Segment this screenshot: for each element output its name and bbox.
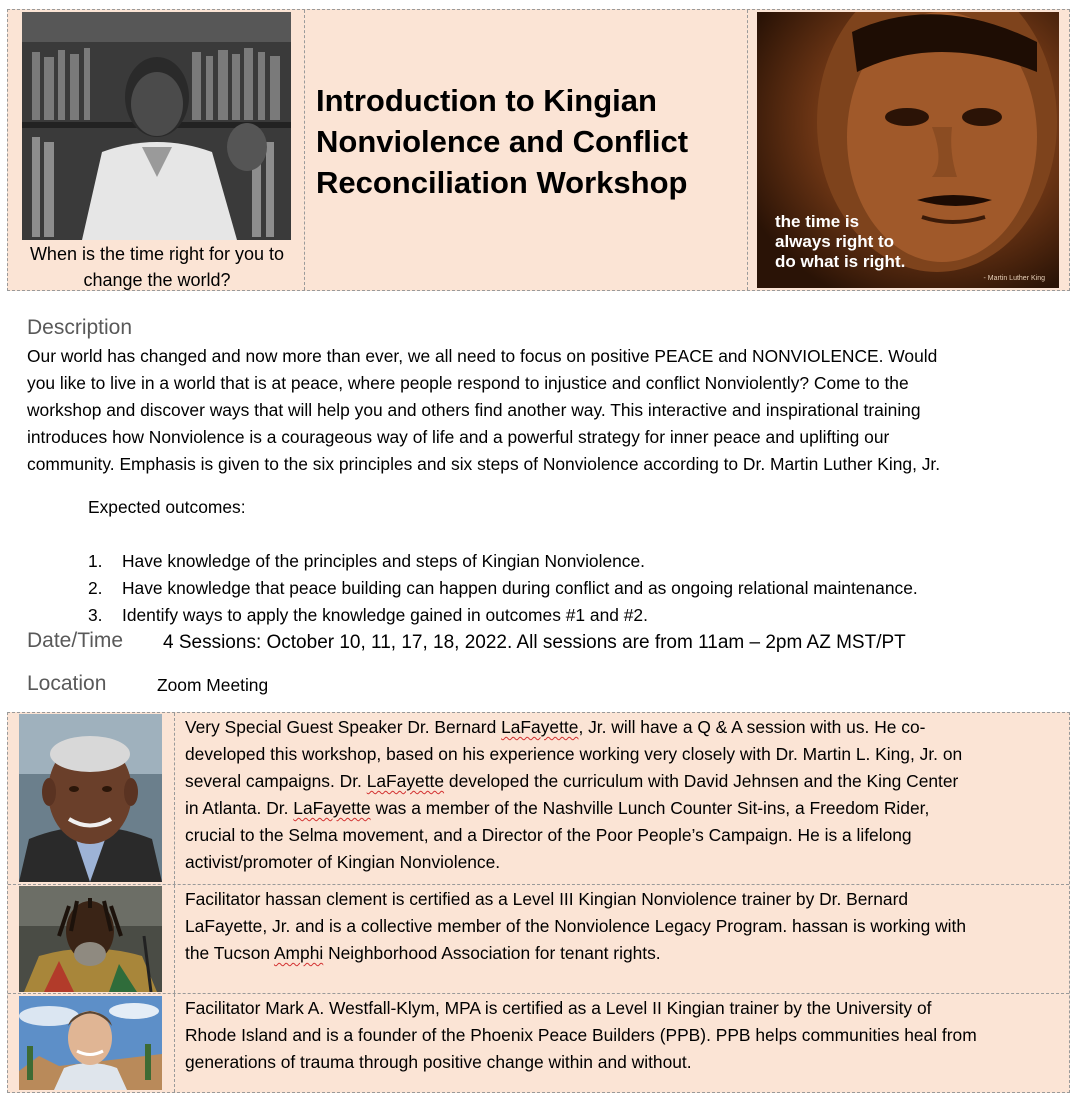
description-line: community. Emphasis is given to the six principles and six steps of Nonviolence according to Dr. Martin Luther King, Jr. bbox=[27, 454, 941, 474]
lafayette-photo bbox=[19, 714, 162, 882]
outcomes-list bbox=[88, 548, 918, 629]
king-quote-poster bbox=[757, 12, 1059, 288]
description-line: you like to live in a world that is at peace, where people respond to injustice and conflict Nonviolently? Come to the bbox=[27, 373, 909, 393]
mark-photo bbox=[19, 996, 162, 1090]
quote-line: do what is right. bbox=[775, 252, 906, 271]
bio-line: Facilitator Mark A. Westfall-Klym, MPA is certified as a Level II Kingian trainer by the University of bbox=[185, 998, 932, 1018]
bio-text-mark bbox=[185, 995, 1061, 1076]
workshop-title bbox=[316, 80, 756, 203]
description-line: Our world has changed and now more than ever, we all need to focus on positive PEACE and NONVIOLENCE. Would bbox=[27, 346, 938, 366]
bio-line: developed this workshop, based on his experience working very closely with Dr. Martin L. King, Jr. on bbox=[185, 744, 963, 764]
description-heading: Description bbox=[27, 316, 133, 339]
bio-line: several campaigns. Dr. LaFayette developed the curriculum with David Jehnsen and the King Center bbox=[185, 771, 959, 791]
young-king-photo bbox=[22, 12, 291, 240]
bio-line: LaFayette, Jr. and is a collective member of the Nonviolence Legacy Program. hassan is working with bbox=[185, 916, 967, 936]
bio-line: Very Special Guest Speaker Dr. Bernard LaFayette, Jr. will have a Q & A session with us. He co- bbox=[185, 717, 926, 737]
bio-line: the Tucson Amphi Neighborhood Association for tenant rights. bbox=[185, 943, 661, 963]
bio-divider bbox=[174, 885, 175, 993]
title-line: Introduction to Kingian bbox=[316, 83, 657, 118]
datetime-label: Date/Time bbox=[27, 629, 124, 652]
bio-row-mark bbox=[8, 994, 1069, 1092]
bio-line: Facilitator hassan clement is certified as a Level III Kingian Nonviolence trainer by Dr. Bernard bbox=[185, 889, 909, 909]
header-table bbox=[7, 9, 1070, 291]
facilitators-table bbox=[7, 712, 1070, 1093]
location-label: Location bbox=[27, 672, 107, 695]
bio-divider bbox=[174, 713, 175, 884]
location-value: Zoom Meeting bbox=[157, 675, 269, 695]
header-left-cell bbox=[8, 10, 305, 290]
title-line: Nonviolence and Conflict bbox=[316, 124, 689, 159]
bio-line: generations of trauma through positive change within and without. bbox=[185, 1052, 692, 1072]
bio-divider bbox=[174, 994, 175, 1092]
bio-row-lafayette bbox=[8, 713, 1069, 885]
bio-line: in Atlanta. Dr. LaFayette was a member of the Nashville Lunch Counter Sit-ins, a Freedom Rider, bbox=[185, 798, 930, 818]
description-line: introduces how Nonviolence is a courageous way of life and a powerful strategy for inner peace and uplifting our bbox=[27, 427, 890, 447]
quote-line: the time is bbox=[775, 212, 860, 231]
header-caption: When is the time right for you to change the world? bbox=[29, 244, 285, 290]
outcomes-heading: Expected outcomes: bbox=[88, 497, 246, 517]
header-title-cell bbox=[305, 10, 748, 290]
outcome-item: 2. Have knowledge that peace building can happen during conflict and as ongoing relational maintenance. bbox=[88, 578, 918, 598]
bio-line: Rhode Island and is a founder of the Phoenix Peace Builders (PPB). PPB helps communities heal from bbox=[185, 1025, 977, 1045]
outcome-item: 3. Identify ways to apply the knowledge gained in outcomes #1 and #2. bbox=[88, 605, 648, 625]
hassan-photo bbox=[19, 886, 162, 992]
quote-attribution: - Martin Luther King bbox=[983, 275, 1045, 282]
quote-line: always right to bbox=[775, 232, 895, 251]
title-line: Reconciliation Workshop bbox=[316, 165, 688, 200]
outcome-item: 1. Have knowledge of the principles and steps of Kingian Nonviolence. bbox=[88, 551, 646, 571]
description-body bbox=[27, 343, 940, 478]
bio-line: crucial to the Selma movement, and a Director of the Poor People’s Campaign. He is a lifelong bbox=[185, 825, 912, 845]
datetime-value: 4 Sessions: October 10, 11, 17, 18, 2022. All sessions are from 11am – 2pm AZ MST/PT bbox=[163, 632, 906, 653]
bio-text-hassan bbox=[185, 886, 1061, 967]
description-line: workshop and discover ways that will help you and others find another way. This interactive and inspirational training bbox=[27, 400, 921, 420]
bio-row-hassan bbox=[8, 885, 1069, 994]
header-right-cell bbox=[748, 10, 1069, 290]
poster-quote bbox=[775, 212, 905, 272]
bio-text-lafayette bbox=[185, 714, 1061, 876]
bio-line: activist/promoter of Kingian Nonviolence. bbox=[185, 852, 501, 872]
